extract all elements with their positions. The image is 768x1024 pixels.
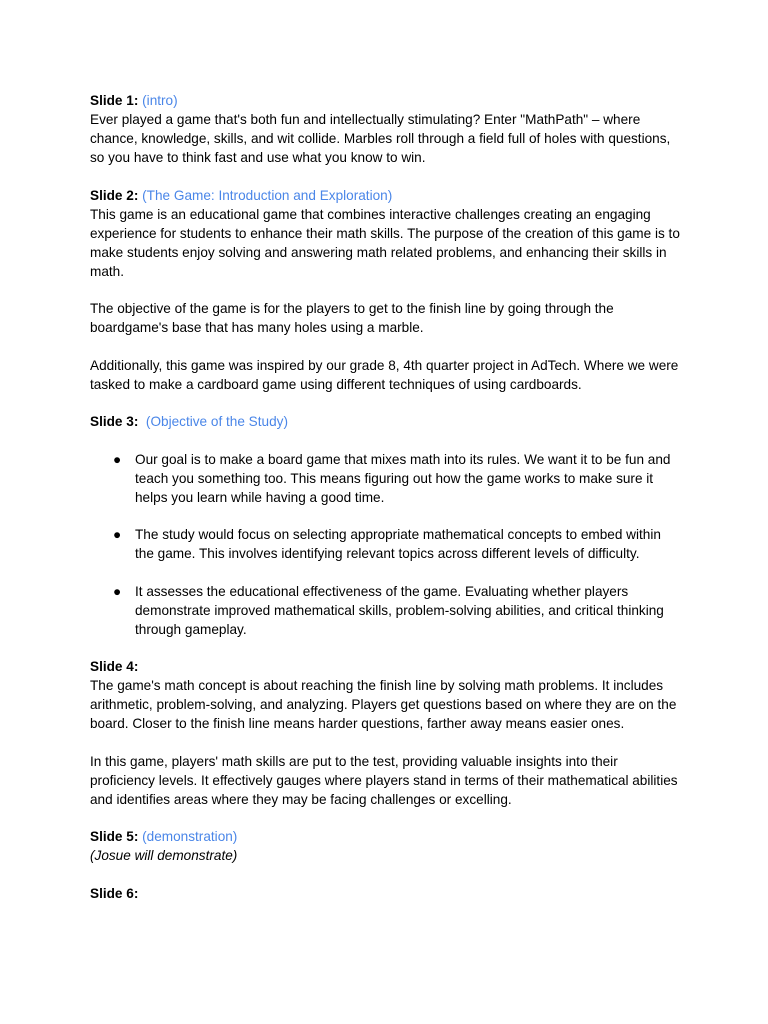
- list-item: [90, 582, 682, 639]
- bullet-icon: ●: [113, 527, 122, 542]
- document-page: [90, 91, 682, 903]
- slide-2-paragraph-3: Additionally, this game was inspired by our grade 8, 4th quarter project in AdTech. Where we were tasked to make a cardboard game using different techniques of using cardboards.: [90, 357, 679, 392]
- slide-2-paragraph-1: This game is an educational game that combines interactive challenges creating an engaging experience for students to enhance their math skills. The purpose of the creation of this game is to make students enjoy solving and answering math related problems, and enhancing their skills in math.: [90, 206, 680, 279]
- slide-1-paragraph-1: Ever played a game that's both fun and intellectually stimulating? Enter "MathPath" – where chance, knowledge, skills, and wit collide. Marbles roll through a field full of holes with questions, so you have to think fast and use what you know to win.: [90, 112, 671, 165]
- slide-1-heading: [90, 91, 682, 110]
- slide-4-section: [90, 657, 682, 809]
- slide-5-note: (demonstration): [142, 829, 238, 844]
- bullet-text: Our goal is to make a board game that mixes math into its rules. We want it to be fun and teach you something too. This means figuring out how the game works to make sure it helps you learn while having a good time.: [135, 451, 671, 505]
- slide-5-heading: [90, 827, 682, 846]
- slide-1-note: (intro): [142, 93, 178, 108]
- slide-2-section: [90, 186, 682, 394]
- slide-3-section: [90, 412, 682, 639]
- slide-6-heading: [90, 884, 682, 903]
- slide-4-heading: [90, 657, 682, 676]
- slide-4-paragraph-2: In this game, players' math skills are put to the test, providing valuable insights into their proficiency levels. It effectively gauges where players stand in terms of their mathematical abilities and identifies areas where they may be facing challenges or excelling.: [90, 753, 678, 807]
- slide-6-label: Slide 6:: [90, 885, 139, 901]
- bullet-text: It assesses the educational effectiveness of the game. Evaluating whether players demonstrate improved mathematical skills, problem-solving abilities, and critical thinking through gameplay.: [135, 583, 664, 637]
- bullet-text: The study would focus on selecting appropriate mathematical concepts to embed within the game. This involves identifying relevant topics across different levels of difficulty.: [135, 527, 661, 561]
- slide-2-note: (The Game: Introduction and Exploration): [142, 187, 393, 203]
- slide-3-note: (Objective of the Study): [145, 414, 288, 429]
- slide-1-label: Slide 1:: [90, 93, 139, 108]
- bullet-icon: ●: [113, 583, 122, 599]
- slide-2-heading: [90, 186, 682, 205]
- slide-4-label: Slide 4:: [90, 659, 139, 674]
- list-item: [90, 525, 682, 563]
- slide-2-paragraph-2: The objective of the game is for the players to get to the finish line by going through the boardgame's base that has many holes using a marble.: [90, 301, 614, 335]
- slide-5-label: Slide 5:: [90, 829, 139, 844]
- list-item: [90, 450, 682, 507]
- bullet-icon: ●: [113, 451, 122, 467]
- slide-3-heading: [90, 412, 682, 431]
- slide-5-italic-note: (Josue will demonstrate): [90, 848, 238, 863]
- slide-3-label: Slide 3:: [90, 414, 139, 429]
- slide-2-label: Slide 2:: [90, 187, 139, 203]
- slide-3-bullet-list: [90, 450, 682, 639]
- slide-6-section: [90, 884, 682, 903]
- slide-4-paragraph-1: The game's math concept is about reaching the finish line by solving math problems. It includes arithmetic, problem-solving, and analyzing. Players get questions based on where they are on the board. Closer to the finish line means harder questions, farther away means easier ones.: [90, 678, 677, 731]
- slide-5-section: [90, 827, 682, 865]
- slide-1-section: [90, 91, 682, 167]
